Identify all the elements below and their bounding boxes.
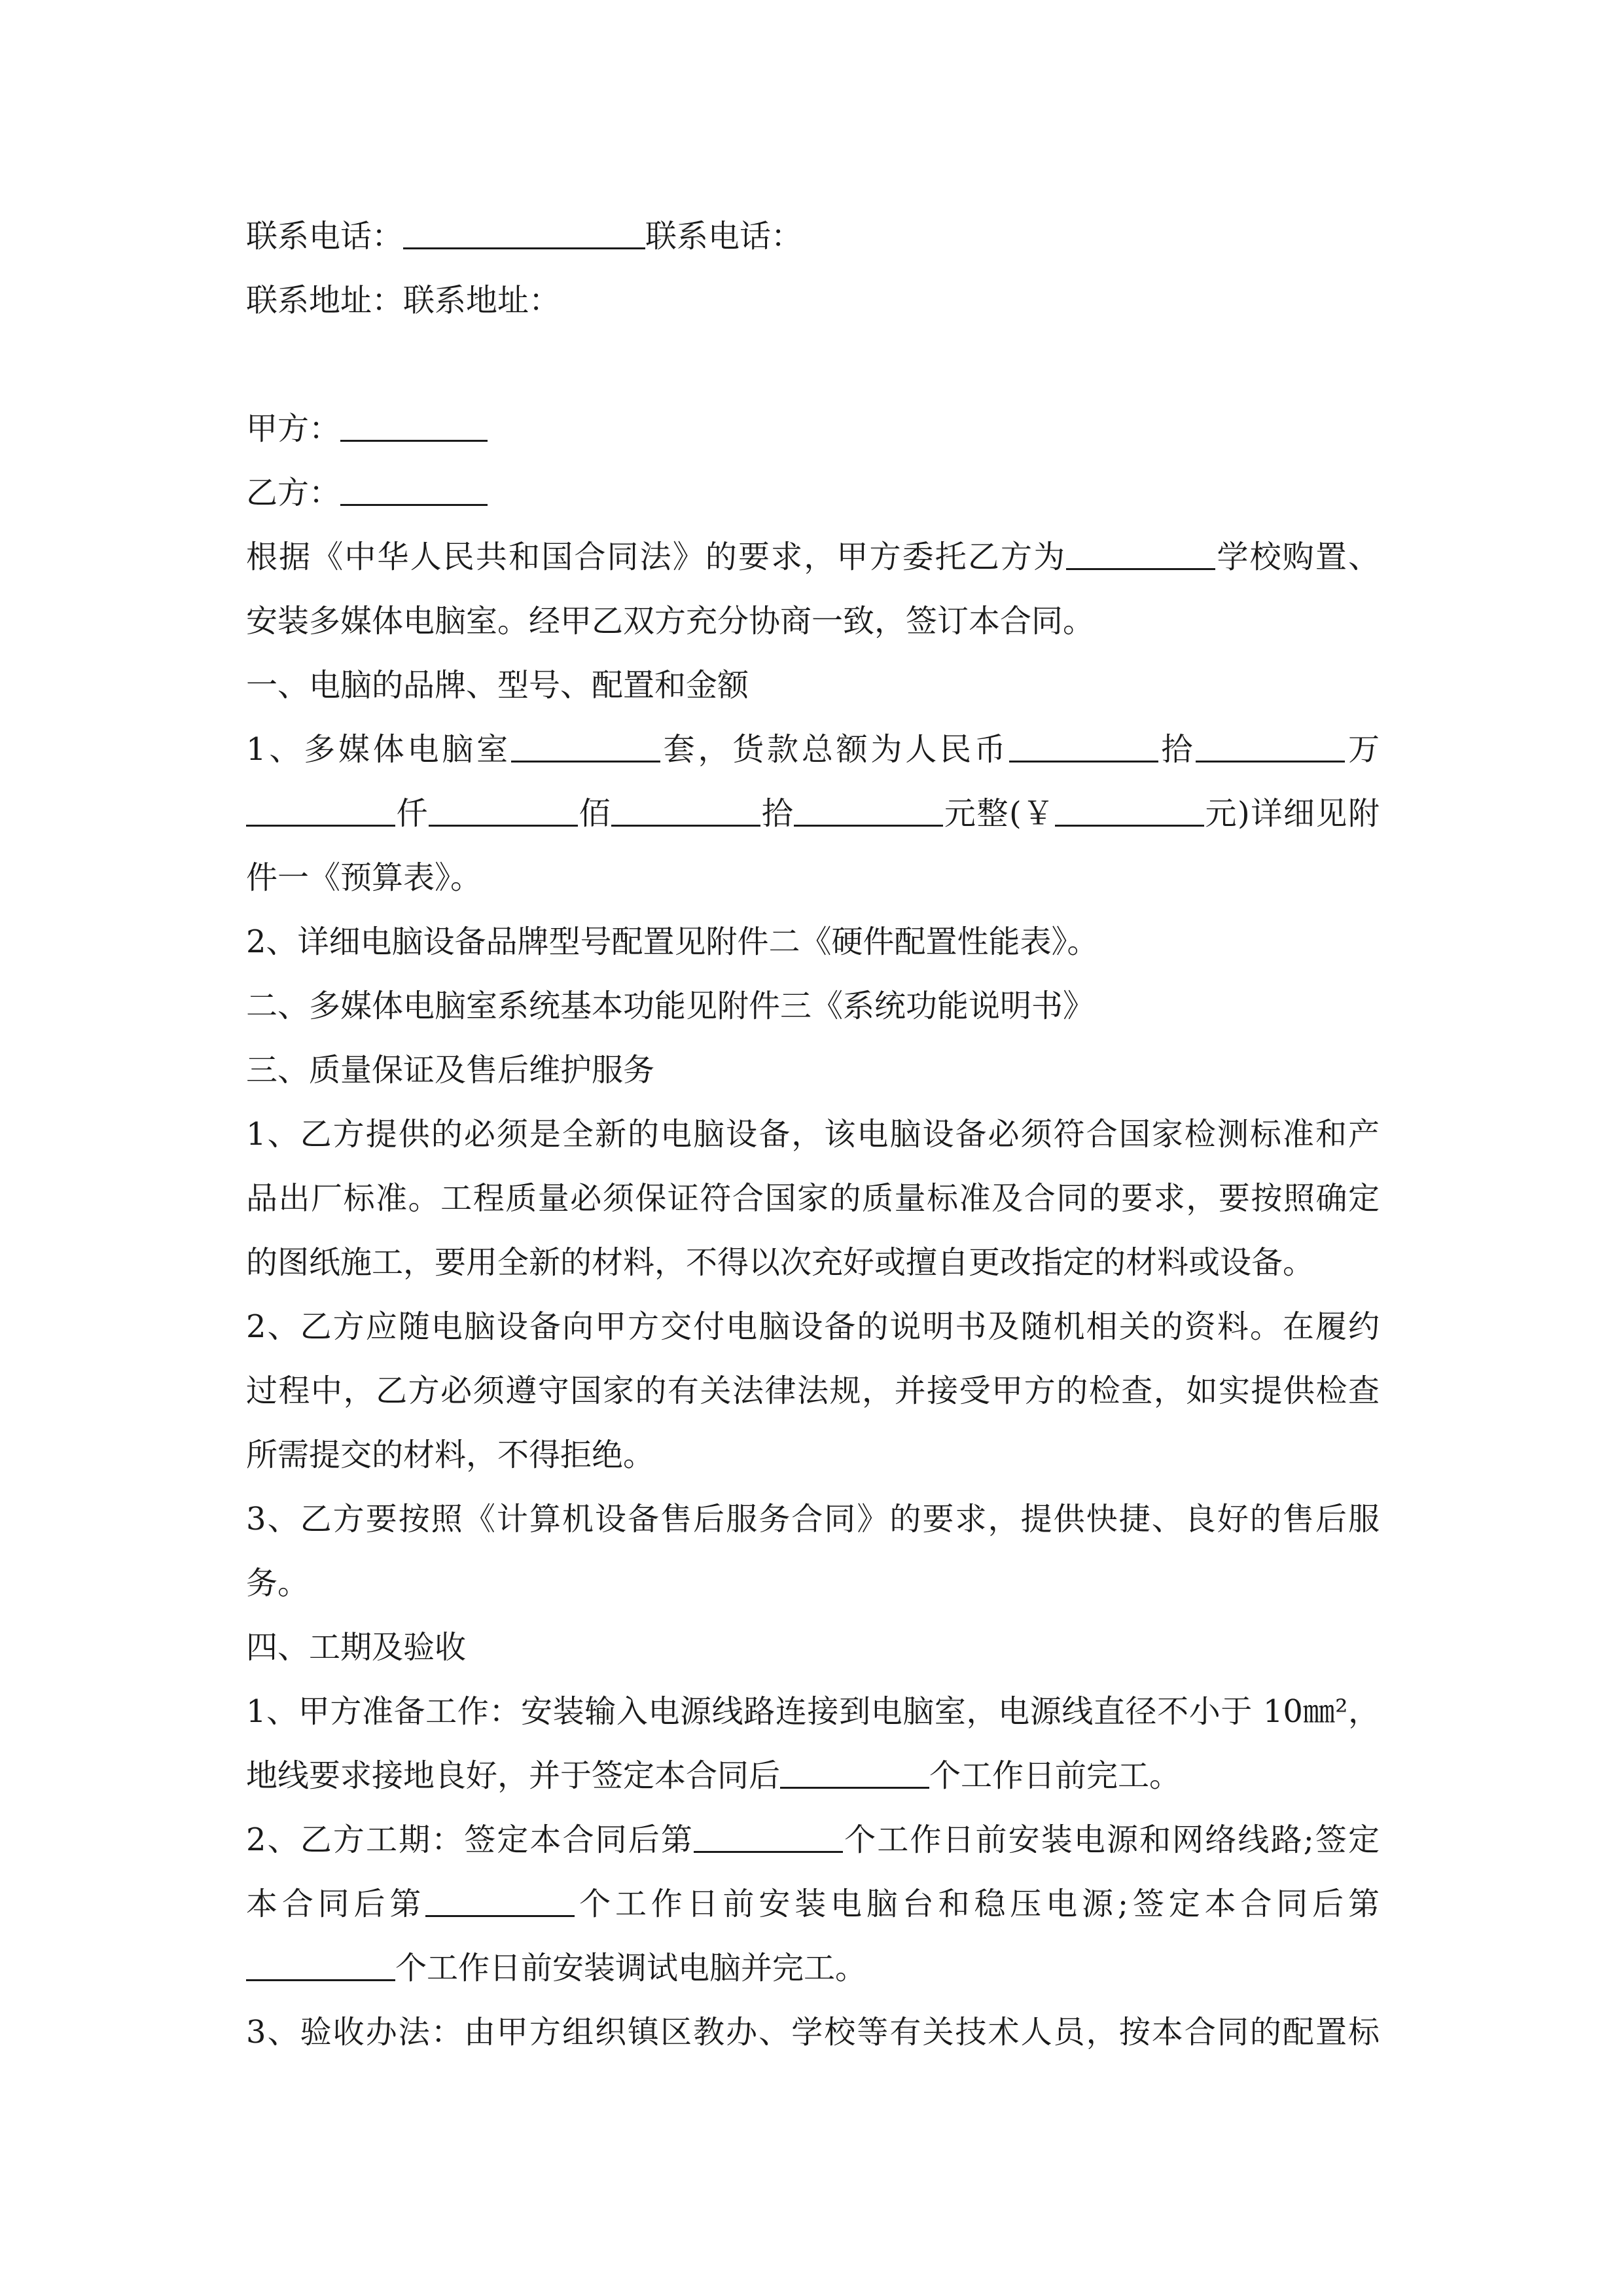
section3-item3-line2: 务。	[246, 1565, 310, 1602]
amount-blank-1[interactable]	[1009, 734, 1158, 762]
intro-line-1	[246, 525, 1380, 589]
amount-blank-6[interactable]	[794, 798, 943, 827]
desk-days-blank[interactable]	[425, 1889, 575, 1917]
section1-item2: 2、详细电脑设备品牌型号配置见附件二《硬件配置性能表》。	[246, 924, 1099, 960]
set-count-blank[interactable]	[511, 734, 660, 762]
prep-days-blank[interactable]	[780, 1761, 929, 1789]
section3-item3-line1: 3、乙方要按照《计算机设备售后服务合同》的要求，提供快捷、良好的售后服	[246, 1501, 1380, 1537]
spacer	[246, 332, 1380, 397]
school-name-blank[interactable]	[1066, 542, 1215, 570]
amount-blank-7[interactable]	[1055, 798, 1204, 827]
section3-item1-line3: 的图纸施工，要用全新的材料，不得以次充好或擅自更改指定的材料或设备。	[246, 1244, 1315, 1281]
section4-item3-line1: 3、验收办法：由甲方组织镇区教办、学校等有关技术人员，按本合同的配置标	[246, 2014, 1380, 2051]
amount-blank-5[interactable]	[611, 798, 760, 827]
section1-item1-line3: 件一《预算表》。	[246, 859, 482, 896]
item1-text-b: 套，货款总额为人民币	[660, 731, 1009, 768]
contract-page	[246, 204, 1380, 2064]
intro-text-a: 根据《中华人民共和国合同法》的要求，甲方委托乙方为	[246, 539, 1067, 575]
item1-text-c: 拾	[1158, 731, 1196, 768]
item1-text-a: 1、多媒体电脑室	[246, 731, 511, 768]
schedule-text-e: 个工作日前安装调试电脑并完工。	[395, 1950, 867, 1986]
section3-item2-line2: 过程中，乙方必须遵守国家的有关法律法规，并接受甲方的检查，如实提供检查	[246, 1372, 1380, 1409]
contact-phone-line	[246, 204, 1380, 268]
prep-text-b: 个工作日前完工。	[929, 1757, 1181, 1794]
finish-days-blank[interactable]	[246, 1953, 395, 1981]
phone-blank[interactable]	[403, 221, 645, 249]
schedule-text-c: 本合同后第	[246, 1886, 426, 1922]
section4-item2-line1	[246, 1808, 1380, 1872]
item1-text-d: 万	[1345, 731, 1380, 768]
section3-item2-line3: 所需提交的材料，不得拒绝。	[246, 1437, 655, 1473]
item1-text-f: 佰	[578, 795, 612, 832]
section3-item1-line2: 品出厂标准。工程质量必须保证符合国家的质量标准及合同的要求，要按照确定	[246, 1180, 1380, 1217]
power-days-blank[interactable]	[694, 1825, 843, 1853]
section2-heading: 二、多媒体电脑室系统基本功能见附件三《系统功能说明书》	[246, 988, 1095, 1024]
phone-label-2: 联系电话：	[645, 218, 803, 255]
item1-text-e: 仟	[395, 795, 429, 832]
intro-line-2: 安装多媒体电脑室。经甲乙双方充分协商一致，签订本合同。	[246, 603, 1095, 639]
amount-blank-4[interactable]	[429, 798, 578, 827]
section4-item1-line1: 1、甲方准备工作：安装输入电源线路连接到电脑室，电源线直径不小于 10㎜²，	[246, 1693, 1380, 1730]
amount-blank-2[interactable]	[1196, 734, 1345, 762]
party-a-label: 甲方：	[246, 410, 341, 447]
section4-item2-line3	[246, 1936, 1380, 2000]
item1-text-i: 元)详细见附	[1204, 795, 1380, 832]
section1-heading: 一、电脑的品牌、型号、配置和金额	[246, 667, 749, 704]
intro-text-b: 学校购置、	[1215, 539, 1380, 575]
section4-item1-line2	[246, 1744, 1380, 1808]
party-a-line	[246, 397, 1380, 461]
party-b-blank[interactable]	[340, 478, 488, 506]
schedule-text-d: 个工作日前安装电脑台和稳压电源;签定本合同后第	[575, 1886, 1380, 1922]
contact-address-line: 联系地址：联系地址：	[246, 282, 561, 319]
schedule-text-b: 个工作日前安装电源和网络线路;签定	[843, 1821, 1380, 1858]
item1-text-h: 元整(￥	[943, 795, 1055, 832]
section3-heading: 三、质量保证及售后维护服务	[246, 1052, 655, 1088]
amount-blank-3[interactable]	[246, 798, 395, 827]
section4-heading: 四、工期及验收	[246, 1629, 467, 1666]
section1-item1-line1	[246, 717, 1380, 781]
prep-text-a: 地线要求接地良好，并于签定本合同后	[246, 1757, 781, 1794]
party-b-label: 乙方：	[246, 475, 341, 511]
section3-item1-line1: 1、乙方提供的必须是全新的电脑设备，该电脑设备必须符合国家检测标准和产	[246, 1116, 1380, 1153]
item1-text-g: 拾	[760, 795, 794, 832]
phone-label: 联系电话：	[246, 218, 404, 255]
party-a-blank[interactable]	[340, 414, 488, 442]
party-b-line	[246, 461, 1380, 525]
section4-item2-line2	[246, 1872, 1380, 1936]
section1-item1-line2	[246, 781, 1380, 846]
section3-item2-line1: 2、乙方应随电脑设备向甲方交付电脑设备的说明书及随机相关的资料。在履约	[246, 1308, 1380, 1345]
schedule-text-a: 2、乙方工期：签定本合同后第	[246, 1821, 694, 1858]
